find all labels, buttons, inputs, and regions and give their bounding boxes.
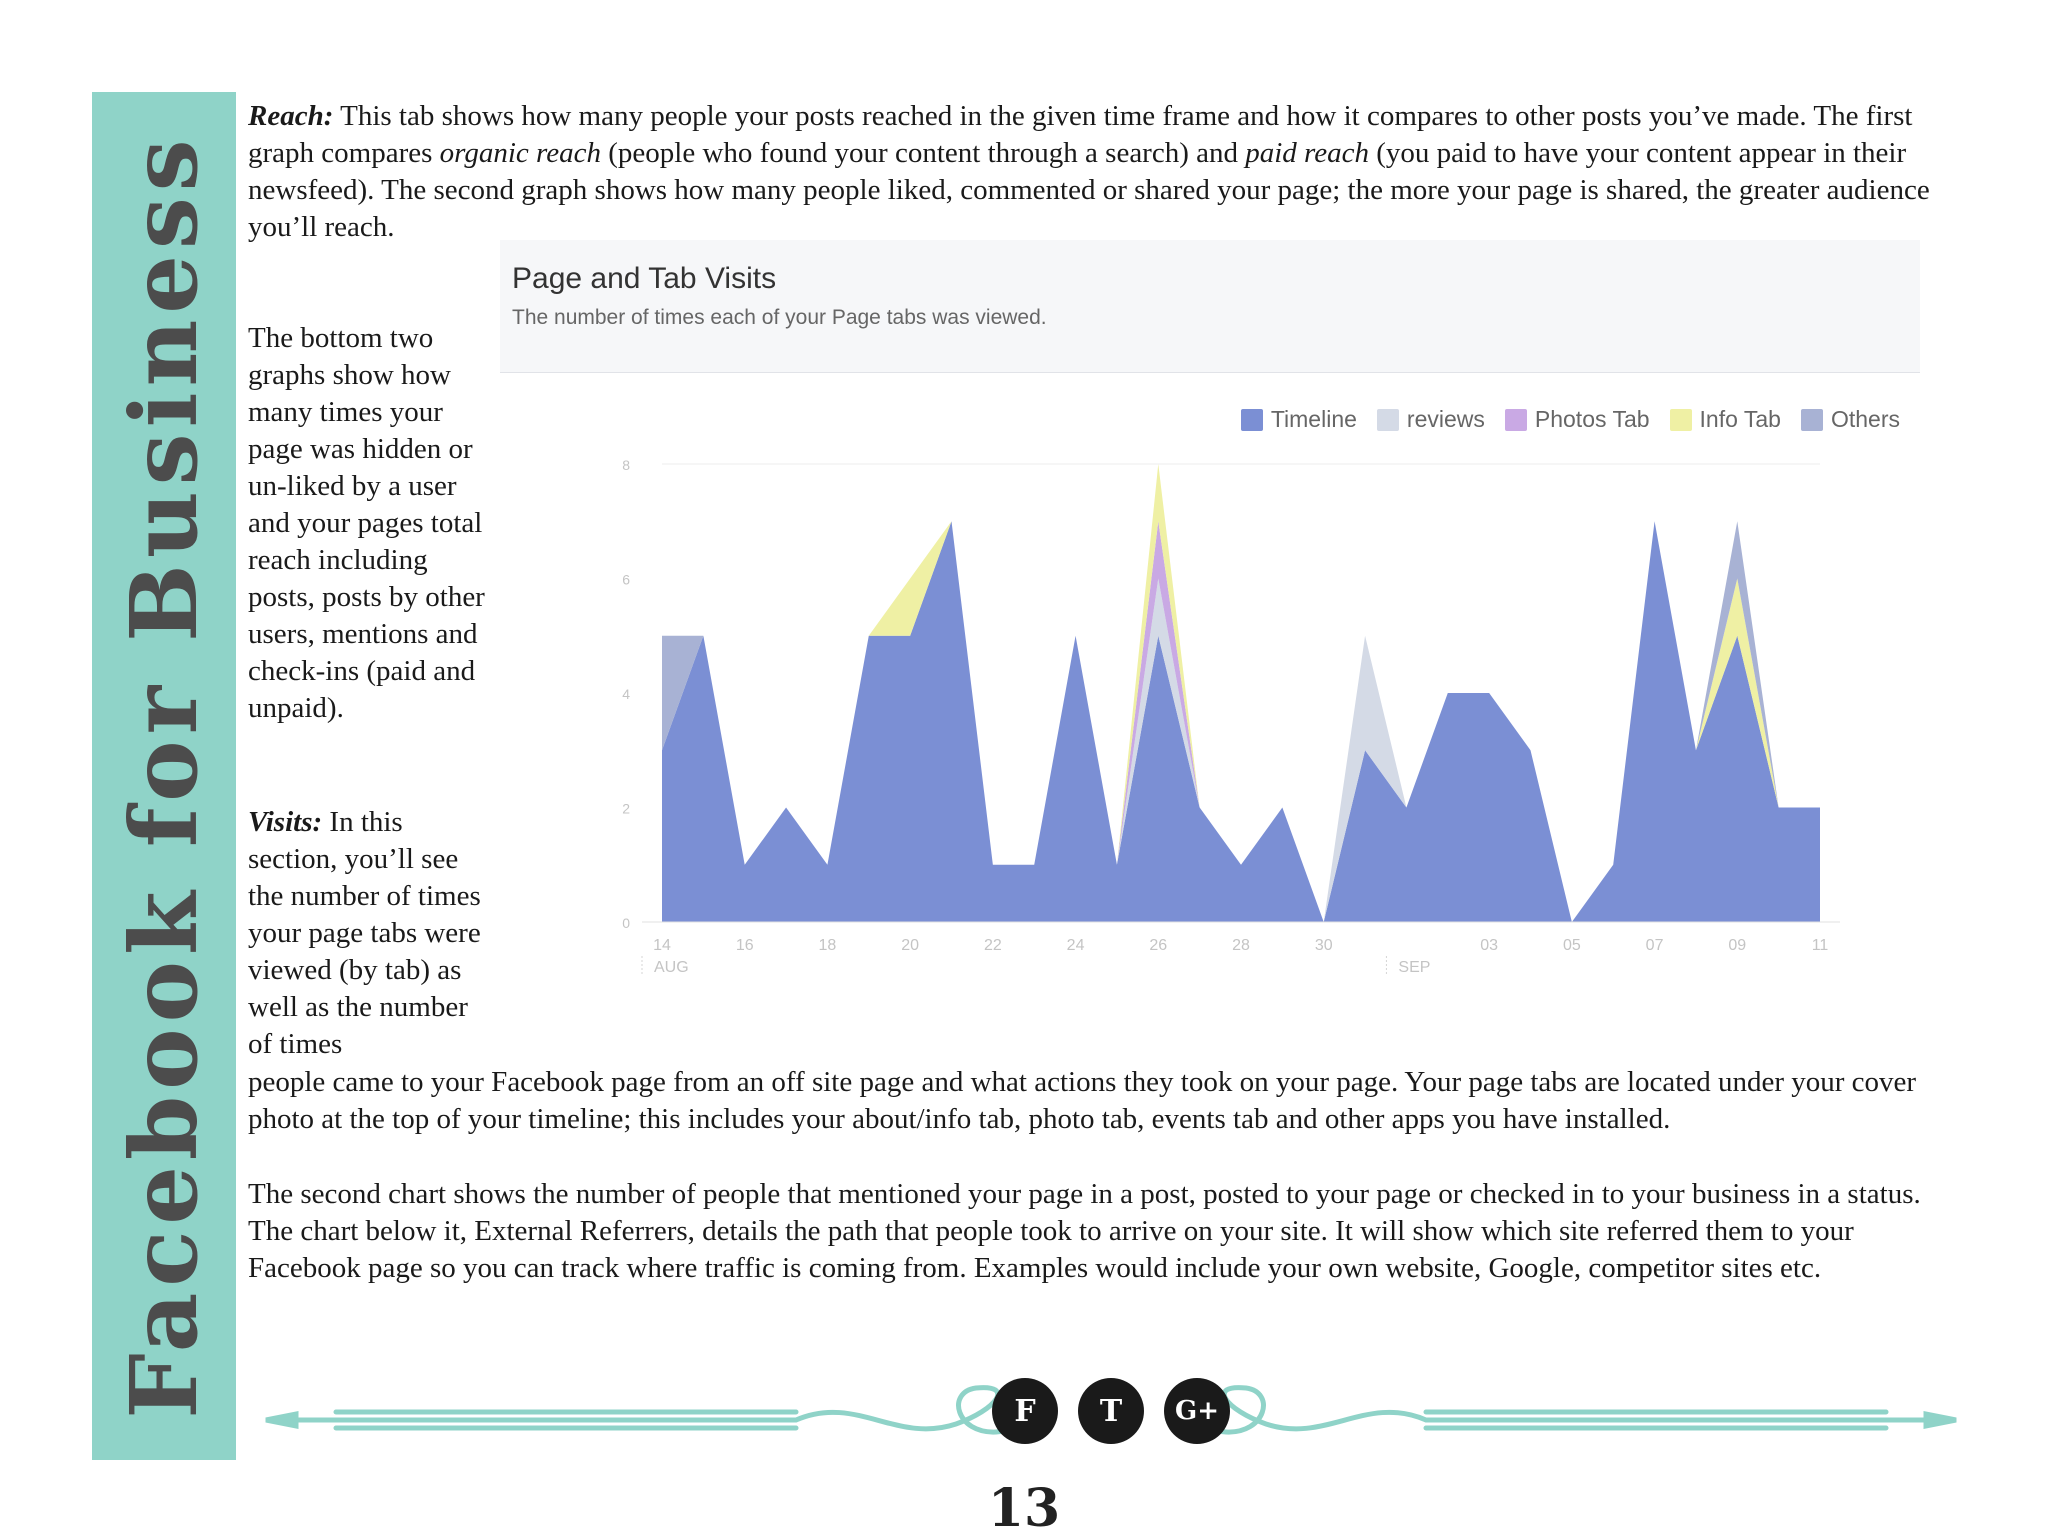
- y-tick-label: 6: [622, 571, 630, 588]
- page-tab-visits-chart: [500, 240, 1930, 1000]
- chart-subtitle: The number of times each of your Page tabs was viewed.: [512, 306, 1047, 329]
- reach-em-organic: organic reach: [439, 137, 601, 169]
- reach-lead: Reach:: [248, 100, 334, 132]
- x-tick-label: 24: [1066, 937, 1085, 954]
- sidebar-title: Facebook for Business: [110, 133, 218, 1419]
- legend-label: Photos Tab: [1534, 406, 1650, 432]
- reach-text-1: This tab shows how many people your posts reached in the given time frame and how it compares to other posts you’ve made. The first graph compares: [248, 100, 1913, 169]
- x-tick-label: 26: [1149, 937, 1168, 954]
- area-timeline: [662, 521, 1820, 922]
- visits-lead: Visits:: [248, 806, 323, 838]
- sidebar-banner: [92, 92, 236, 1460]
- x-tick-label: 03: [1480, 937, 1499, 954]
- x-tick-label: 30: [1314, 937, 1333, 954]
- x-tick-label: 07: [1645, 937, 1664, 954]
- chart-plot: [500, 240, 1930, 1000]
- visits-text: In this section, you’ll see the number of times your page tabs were viewed (by tab) as well as the number of times: [248, 806, 481, 1060]
- chart-title: Page and Tab Visits: [512, 262, 777, 295]
- y-tick-label: 0: [622, 915, 630, 931]
- x-tick-label: 28: [1232, 937, 1250, 954]
- footer-divider: [256, 1374, 1966, 1474]
- x-tick-label: 11: [1811, 937, 1829, 954]
- y-tick-label: 2: [622, 800, 630, 817]
- y-tick-label: 8: [622, 457, 630, 473]
- y-tick-label: 4: [622, 686, 630, 702]
- legend-label: Others: [1830, 406, 1900, 432]
- x-tick-label: 22: [983, 937, 1002, 954]
- x-tick-label: 20: [901, 937, 920, 954]
- month-label: AUG: [654, 959, 689, 976]
- social-icons: [256, 1374, 1966, 1474]
- reach-paragraph: [248, 98, 1958, 246]
- legend-label: Info Tab: [1699, 406, 1781, 432]
- month-label: SEP: [1398, 959, 1431, 976]
- x-tick-label: 09: [1728, 937, 1747, 954]
- x-tick-label: 18: [818, 937, 837, 954]
- legend-label: reviews: [1406, 406, 1485, 432]
- x-tick-label: 16: [735, 937, 754, 954]
- bottom-two-paragraph: The bottom two graphs show how many times your page was hidden or un-liked by a user and your pages total reach including posts, posts by other users, mentions and check-ins (paid and unpaid).: [248, 322, 485, 724]
- visits-continued-paragraph: people came to your Facebook page from an off site page and what actions they took on your page. Your page tabs are located under your cover photo at the top of your timeline; this includes your about/info tab, photo tab, events tab and other apps you have installed.: [248, 1066, 1917, 1135]
- twitter-icon[interactable]: T: [1078, 1378, 1144, 1444]
- reach-em-paid: paid reach: [1245, 137, 1370, 169]
- x-tick-label: 14: [653, 937, 671, 954]
- google-plus-icon[interactable]: G+: [1164, 1378, 1230, 1444]
- x-tick-label: 05: [1562, 937, 1581, 954]
- reach-text-3: (you paid to have your content appear in their newsfeed). The second graph shows how many people liked, commented or shared your page; the more your page is shared, the greater audience you’ll reach.: [248, 137, 1930, 243]
- reach-text-2: (people who found your content through a search) and: [601, 137, 1246, 169]
- second-chart-paragraph: The second chart shows the number of people that mentioned your page in a post, posted to your page or checked in to your business in a status. The chart below it, External Referrers, details the path that people took to arrive on your site. It will show which site referred them to your Facebook page so you can track where traffic is coming from. Examples would include your own website, Google, competitor sites etc.: [248, 1178, 1921, 1284]
- visits-paragraph: [248, 804, 488, 1063]
- legend-label: Timeline: [1270, 406, 1357, 432]
- facebook-icon[interactable]: F: [992, 1378, 1058, 1444]
- page-number: 13: [987, 1478, 1061, 1539]
